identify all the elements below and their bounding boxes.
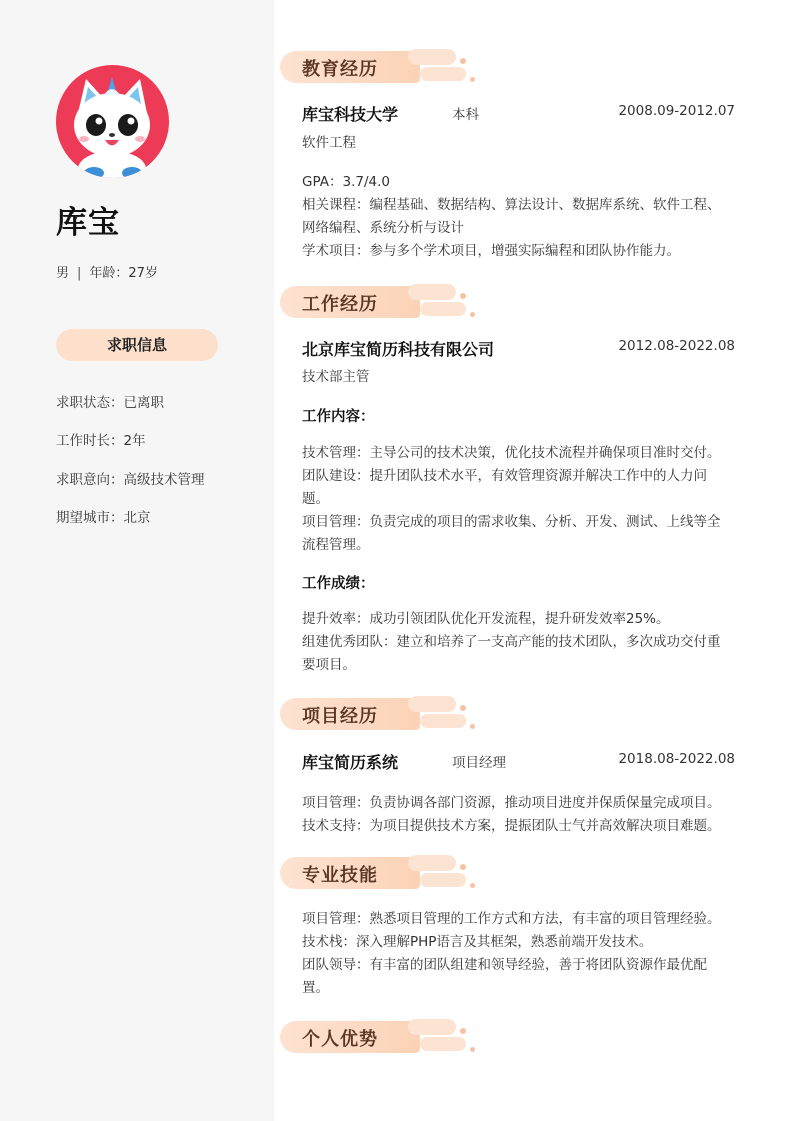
job-info-heading: 求职信息: [56, 329, 218, 361]
edu-degree: 本科: [452, 107, 479, 123]
cat-mascot-icon: [56, 65, 169, 178]
work-content-title: 工作内容：: [302, 409, 375, 425]
work-achievement-line: 提升效率：成功引领团队优化开发流程，提升研发效率25%。: [302, 611, 670, 627]
edu-courses-cont: 网络编程、系统分析与设计: [302, 220, 464, 236]
skill-line: 团队领导：有丰富的团队组建和领导经验，善于将团队资源作最优配: [302, 957, 707, 973]
skill-line: 项目管理：熟悉项目管理的工作方式和方法，有丰富的项目管理经验。: [302, 911, 721, 927]
section-title: 专业技能: [302, 865, 378, 886]
work-achievement-line: 要项目。: [302, 657, 356, 673]
separator: |: [77, 266, 82, 281]
work-date: 2012.08-2022.08: [618, 338, 735, 354]
edu-school: 库宝科技大学: [302, 105, 399, 124]
section-education-header: [280, 49, 480, 85]
job-status: 求职状态：已离职: [56, 395, 164, 411]
basic-info: [56, 262, 158, 281]
gender: 男: [56, 266, 70, 281]
work-duration: 工作时长：2年: [56, 433, 146, 449]
project-date: 2018.08-2022.08: [618, 751, 735, 767]
work-company: 北京库宝简历科技有限公司: [302, 340, 495, 359]
profile-name: 库宝: [56, 205, 120, 241]
section-title: 工作经历: [302, 294, 378, 315]
work-content-line: 技术管理：主导公司的技术决策，优化技术流程并确保项目准时交付。: [302, 445, 721, 461]
work-content-line: 题。: [302, 491, 329, 507]
section-advantages-header: [280, 1019, 480, 1055]
project-name: 库宝简历系统: [302, 753, 399, 772]
edu-courses: 相关课程：编程基础、数据结构、算法设计、数据库系统、软件工程、: [302, 197, 721, 213]
work-position: 技术部主管: [302, 369, 370, 385]
work-achievement-line: 组建优秀团队：建立和培养了一支高产能的技术团队，多次成功交付重: [302, 634, 721, 650]
edu-projects: 学术项目：参与多个学术项目，增强实际编程和团队协作能力。: [302, 243, 680, 259]
job-intention: 求职意向：高级技术管理: [56, 472, 205, 488]
work-achievement-title: 工作成绩：: [302, 576, 375, 592]
skill-line: 技术栈：深入理解PHP语言及其框架，熟悉前端开发技术。: [302, 934, 653, 950]
skill-line: 置。: [302, 980, 329, 996]
edu-major: 软件工程: [302, 135, 356, 151]
edu-date: 2008.09-2012.07: [618, 103, 735, 119]
expected-city: 期望城市：北京: [56, 510, 151, 526]
edu-gpa: GPA：3.7/4.0: [302, 174, 390, 190]
work-content-line: 团队建设：提升团队技术水平，有效管理资源并解决工作中的人力问: [302, 468, 707, 484]
avatar: [56, 65, 169, 178]
section-title: 个人优势: [302, 1029, 378, 1050]
project-line: 技术支持：为项目提供技术方案，提振团队士气并高效解决项目难题。: [302, 818, 721, 834]
section-project-header: [280, 696, 480, 732]
section-title: 教育经历: [302, 59, 378, 80]
work-content-line: 流程管理。: [302, 537, 370, 553]
work-content-line: 项目管理：负责完成的项目的需求收集、分析、开发、测试、上线等全: [302, 514, 721, 530]
project-role: 项目经理: [452, 755, 506, 771]
section-title: 项目经历: [302, 706, 378, 727]
age: 年龄：27岁: [89, 266, 158, 281]
project-line: 项目管理：负责协调各部门资源，推动项目进度并保质保量完成项目。: [302, 795, 721, 811]
sidebar: [0, 0, 274, 1121]
section-work-header: [280, 284, 480, 320]
section-skills-header: [280, 855, 480, 891]
